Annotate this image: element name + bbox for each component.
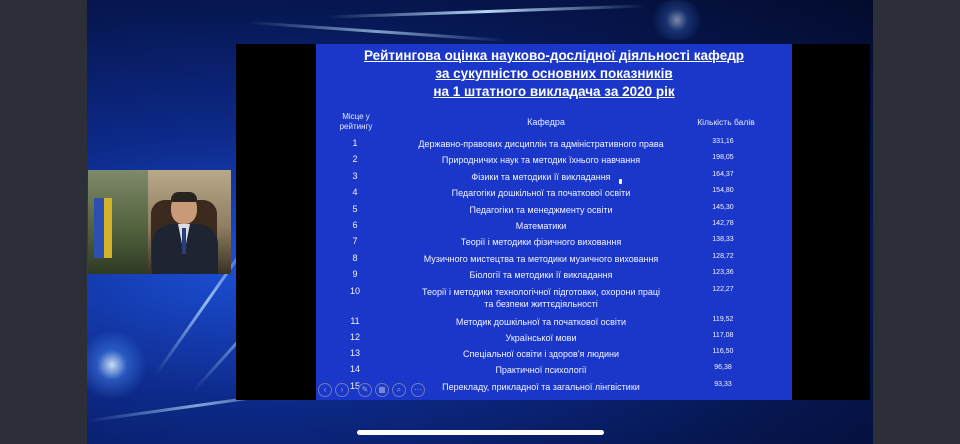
rank-cell: 3: [352, 171, 358, 181]
slide-title-line: за сукупністю основних показників: [435, 66, 673, 81]
flag-yellow-stripe: [104, 198, 112, 258]
department-cell: Математики: [515, 221, 567, 231]
department-cell: Спеціальної освіти і здоров'я людини: [462, 349, 620, 359]
next-slide-button[interactable]: ›: [335, 383, 349, 397]
score-cell: 142,78: [712, 220, 734, 227]
left-letterbox: [0, 0, 87, 444]
column-header-department: Кафедра: [527, 117, 565, 127]
department-cell: Практичної психології: [495, 365, 587, 375]
light-streak: [247, 21, 507, 42]
score-cell: 122,27: [712, 286, 734, 293]
department-cell: Педагогіки дошкільної та початкової освіти: [451, 188, 631, 198]
light-streak: [327, 4, 647, 18]
rank-cell: 2: [352, 154, 358, 164]
score-cell: 119,52: [712, 316, 734, 323]
department-cell: Перекладу, прикладної та загальної лінгвістики: [442, 382, 640, 392]
score-cell: 145,30: [712, 204, 734, 211]
zoom-button[interactable]: ⌕: [392, 383, 406, 397]
department-cell: Фізики та методики її викладання: [471, 172, 611, 182]
rank-cell: 7: [352, 236, 358, 246]
rank-cell: 12: [349, 332, 360, 342]
rank-cell: 4: [352, 187, 358, 197]
department-cell: Музичного мистецтва та методики музичного виховання: [423, 254, 659, 264]
right-letterbox: [873, 0, 960, 444]
score-cell: 198,05: [712, 154, 734, 161]
rank-cell: 11: [350, 316, 360, 326]
slide-title-line: Рейтингова оцінка науково-дослідної діяльності кафедр: [363, 48, 745, 63]
score-cell: 117,08: [712, 332, 734, 339]
home-indicator-bar[interactable]: [357, 430, 604, 435]
rank-cell: 10: [349, 286, 360, 296]
presentation-slide: [316, 44, 792, 400]
more-options-button[interactable]: ⋯: [411, 383, 425, 397]
speaker-hair: [171, 192, 197, 202]
pen-tool-button[interactable]: ✎: [358, 383, 372, 397]
score-cell: 138,33: [712, 236, 734, 243]
rank-cell: 5: [352, 204, 358, 214]
department-cell: Теорії і методики технологічної підготовки, охорони праці та безпеки життєдіяльності: [421, 287, 661, 309]
department-cell: Української мови: [505, 333, 577, 343]
department-cell: Теорії і методики фізичного виховання: [460, 237, 622, 247]
all-slides-button[interactable]: ▦: [375, 383, 389, 397]
score-cell: 93,33: [714, 381, 732, 388]
rank-cell: 9: [352, 269, 358, 279]
score-cell: 96,38: [714, 364, 732, 371]
lens-flare: [647, 0, 707, 40]
mouse-pointer: [619, 179, 622, 184]
score-cell: 128,72: [712, 253, 734, 260]
slide-title-line: на 1 штатного викладача за 2020 рік: [433, 84, 675, 99]
rank-cell: 15: [349, 381, 360, 391]
rank-cell: 8: [352, 253, 358, 263]
speaker-tie: [182, 228, 186, 254]
rank-cell: 1: [352, 138, 358, 148]
column-header-rank: Місце у рейтингу: [339, 112, 373, 131]
rank-cell: 13: [349, 348, 360, 358]
score-cell: 116,50: [712, 348, 734, 355]
score-cell: 123,36: [712, 269, 734, 276]
department-cell: Педагогіки та менеджменту освіти: [469, 205, 613, 215]
score-cell: 154,80: [712, 187, 734, 194]
score-cell: 164,37: [712, 171, 734, 178]
rank-cell: 14: [349, 364, 360, 374]
rank-cell: 6: [352, 220, 358, 230]
department-cell: Природничих наук та методик їхнього навчання: [441, 155, 641, 165]
slide-title: [316, 47, 792, 101]
department-cell: Державно-правових дисциплін та адміністративного права: [418, 139, 664, 149]
previous-slide-button[interactable]: ‹: [318, 383, 332, 397]
flag-blue-stripe: [94, 198, 104, 258]
speaker-webcam-video: [88, 170, 231, 274]
column-header-score: Кількість балів: [697, 117, 755, 127]
department-cell: Методик дошкільної та початкової освіти: [455, 317, 627, 327]
department-cell: Біології та методики її викладання: [469, 270, 613, 280]
score-cell: 331,16: [712, 138, 734, 145]
lens-flare: [87, 330, 147, 400]
